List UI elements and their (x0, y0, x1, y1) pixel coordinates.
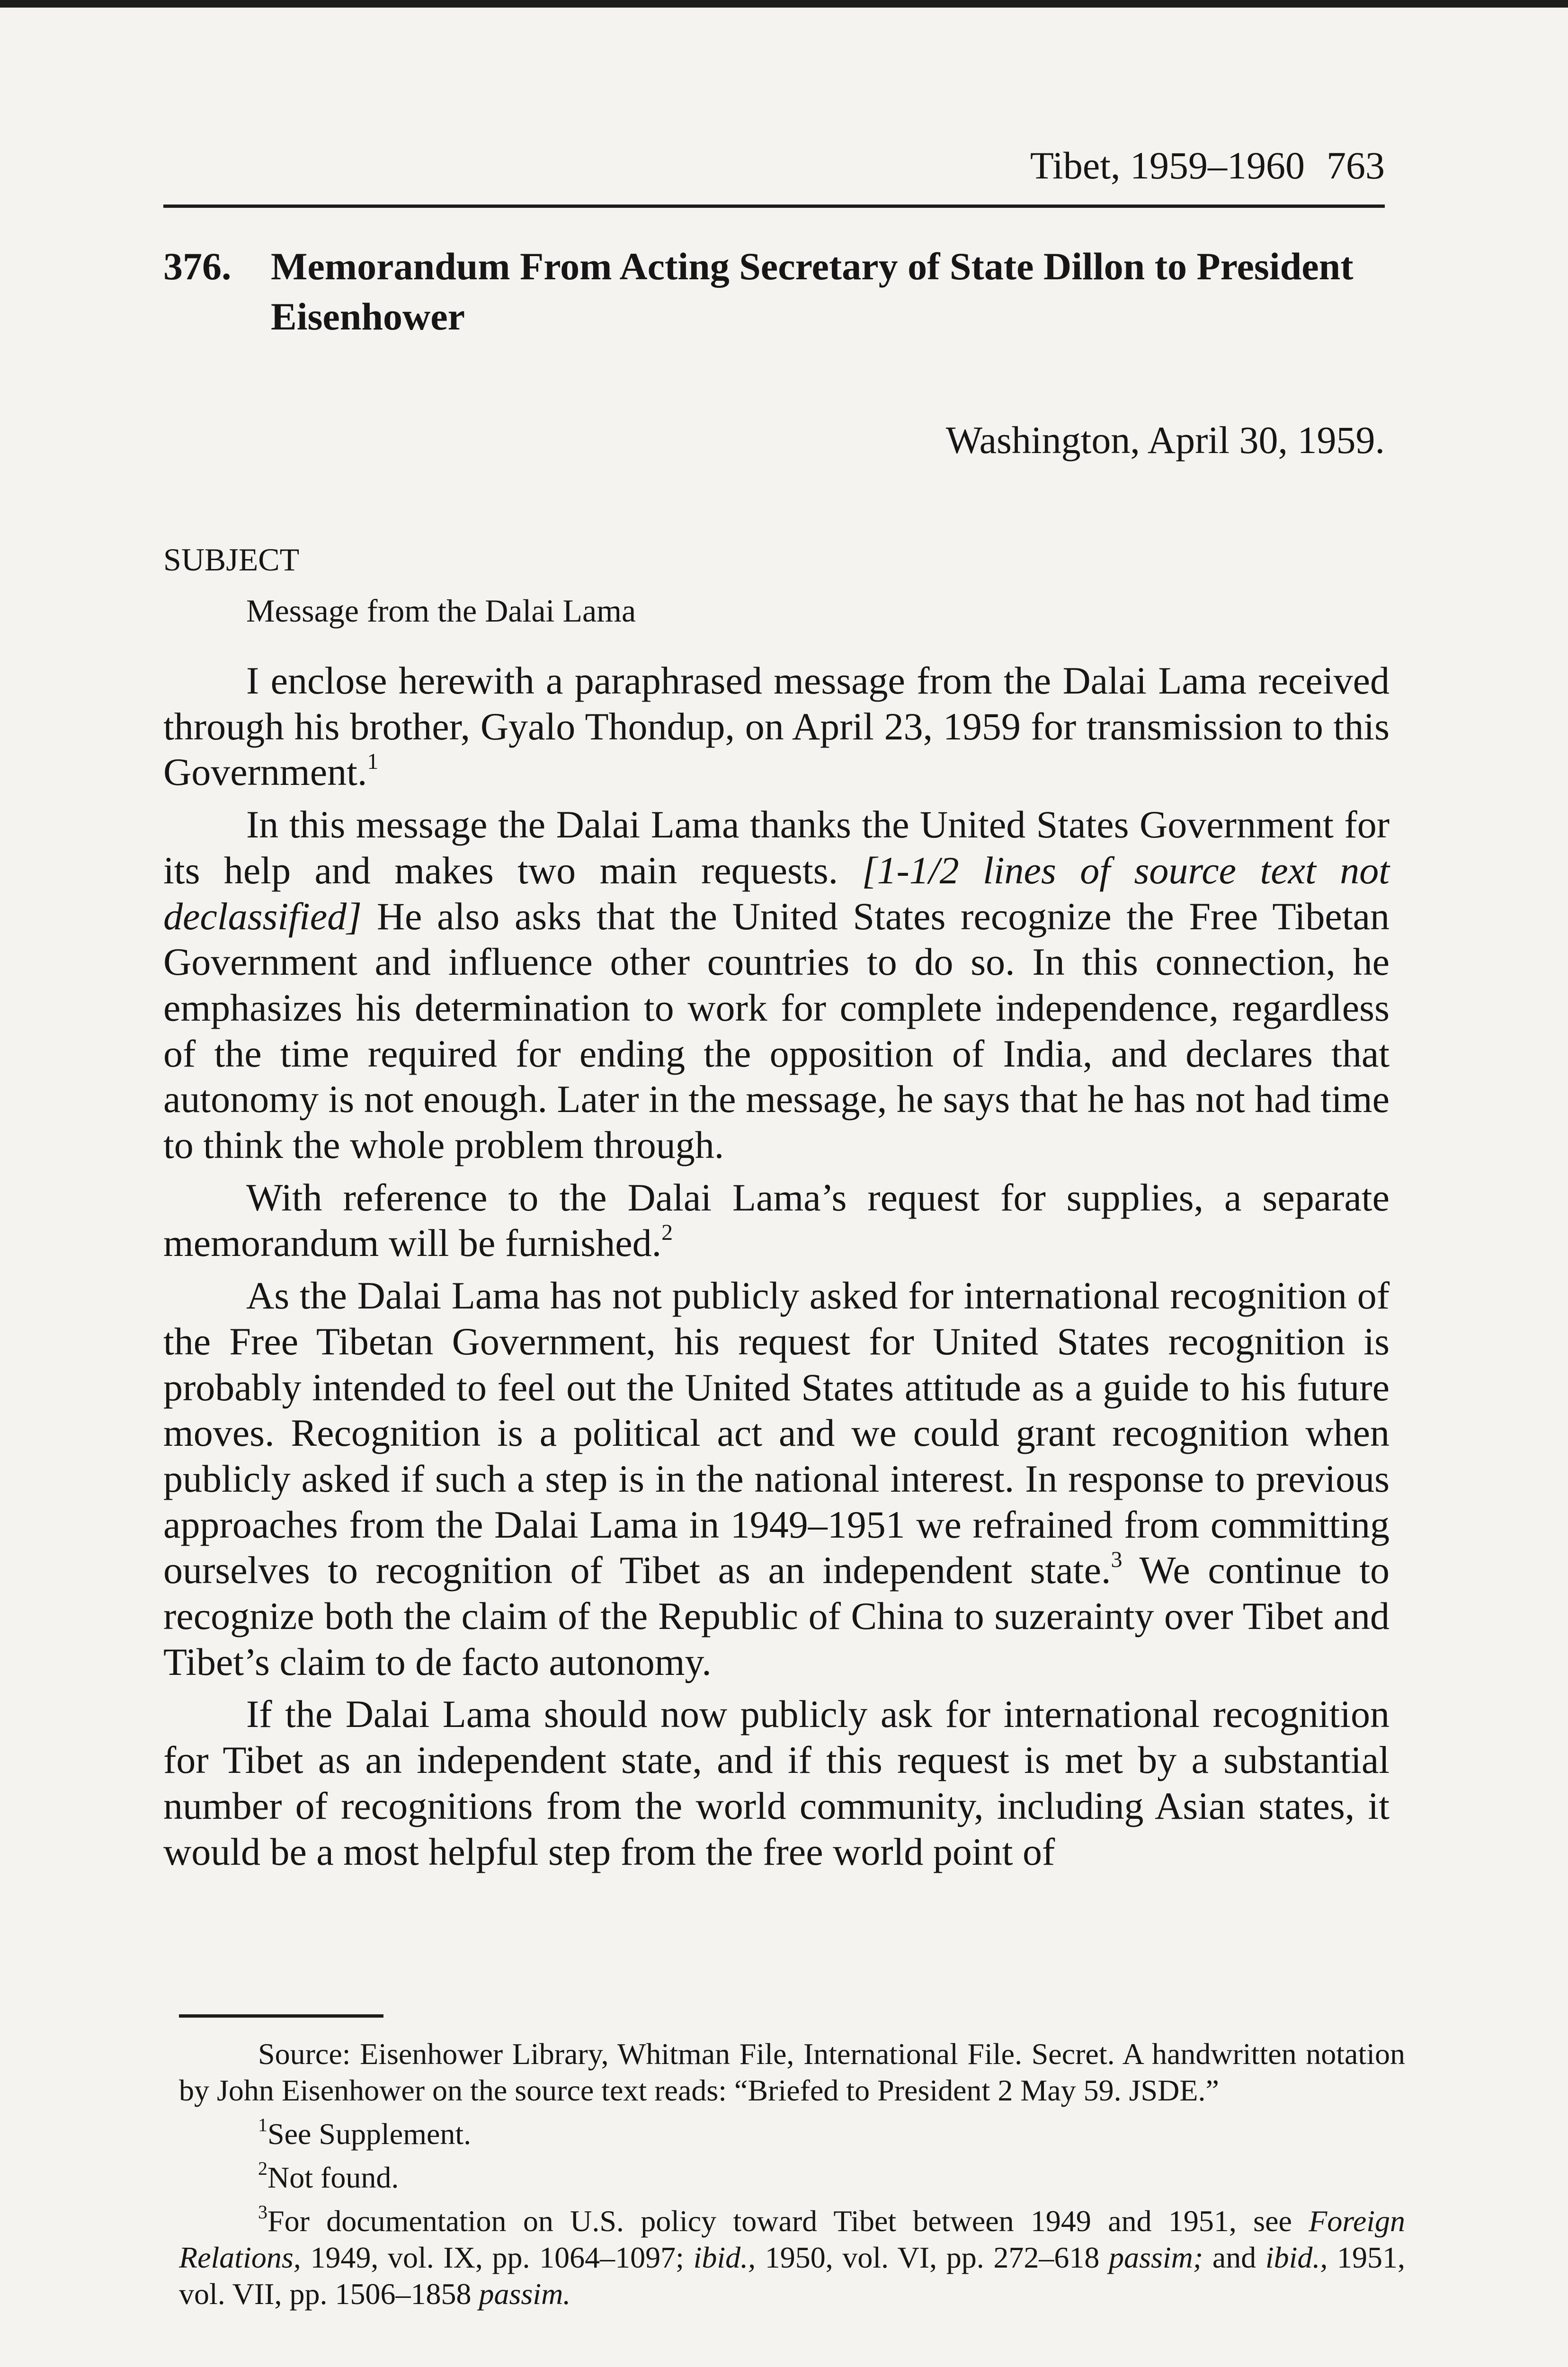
footnote-ref-3: 3 (1111, 1547, 1123, 1573)
footnote-3: $^3$For documentation on U.S. policy toward Tibet between 1949 and 1951, see Foreign Relations, 1949, vol. IX, pp. 1064–1097; ibid., 1950, vol. VI, pp. 272–618 passim; and ibid., 1951, vol. VII, pp. 1506–1858 passim. (179, 2201, 1406, 2311)
footnote-1: $^1$See Supplement. (258, 2114, 472, 2151)
running-head-title: Tibet, 1959–1960 (1030, 144, 1305, 187)
running-head (163, 142, 1385, 189)
footnotes (179, 2036, 1405, 2319)
footnote-ref-1: 1 (367, 749, 379, 774)
page-number: 763 (1327, 144, 1385, 187)
document-title: Memorandum From Acting Secretary of State Dillon to President Eisenhower (271, 245, 1354, 338)
header-rule (163, 205, 1385, 208)
scan-edge (0, 0, 1568, 8)
memo-body (163, 658, 1390, 1881)
footnote-2: $^2$Not found. (258, 2158, 399, 2194)
dateline: Washington, April 30, 1959. (945, 418, 1385, 462)
footnote-ref-2: 2 (661, 1220, 673, 1246)
body-paragraph-2: In this message the Dalai Lama thanks the United States Government for its help and makes two main requests. [1-1/2 lines of source text not declassified] He also asks that the United States recognize the Free Tibetan Government and influence other countries to do so. In this connection, he emphasizes his determination to work for complete independence, regardless of the time required for ending the opposition of India, and declares that autonomy is not enough. Later in the message, he says that he has not had time to think the whole problem through. (163, 803, 1390, 1167)
body-paragraph-3: With reference to the Dalai Lama’s request for supplies, a separate memorandum will be furnished.$^2$ (163, 1175, 1390, 1265)
subject-label: SUBJECT (163, 542, 300, 578)
body-paragraph-5: If the Dalai Lama should now publicly ask for international recognition for Tibet as an independent state, and if this request is met by a substantial number of recognitions from the world community, including Asian states, it would be a most helpful step from the free world point of (163, 1692, 1390, 1873)
subject-text: Message from the Dalai Lama (246, 593, 636, 629)
footnote-rule (179, 2014, 383, 2018)
body-paragraph-4: As the Dalai Lama has not publicly asked for international recognition of the Free Tibetan Government, his request for United States recognition is probably intended to feel out the United States attitude as a guide to his future moves. Recognition is a political act and we could grant recognition when publicly asked if such a step is in the national interest. In response to previous approaches from the Dalai Lama in 1949–1951 we refrained from committing ourselves to recognition of Tibet as an independent state.$^3$ We continue to recognize both the claim of the Republic of China to suzerainty over Tibet and Tibet’s claim to de facto autonomy. (163, 1274, 1390, 1683)
body-paragraph-1: I enclose herewith a paraphrased message from the Dalai Lama received through his brother, Gyalo Thondup, on April 23, 1959 for transmission to this Government.$^1$ (163, 659, 1390, 794)
document-number: 376. (163, 245, 232, 288)
source-note: Source: Eisenhower Library, Whitman File, International File. Secret. A handwritten notation by John Eisenhower on the source text reads: “Briefed to President 2 May 59. JSDE.” (179, 2037, 1405, 2107)
editorial-note: [1-1/2 lines of source text not declassified] (163, 848, 1390, 938)
